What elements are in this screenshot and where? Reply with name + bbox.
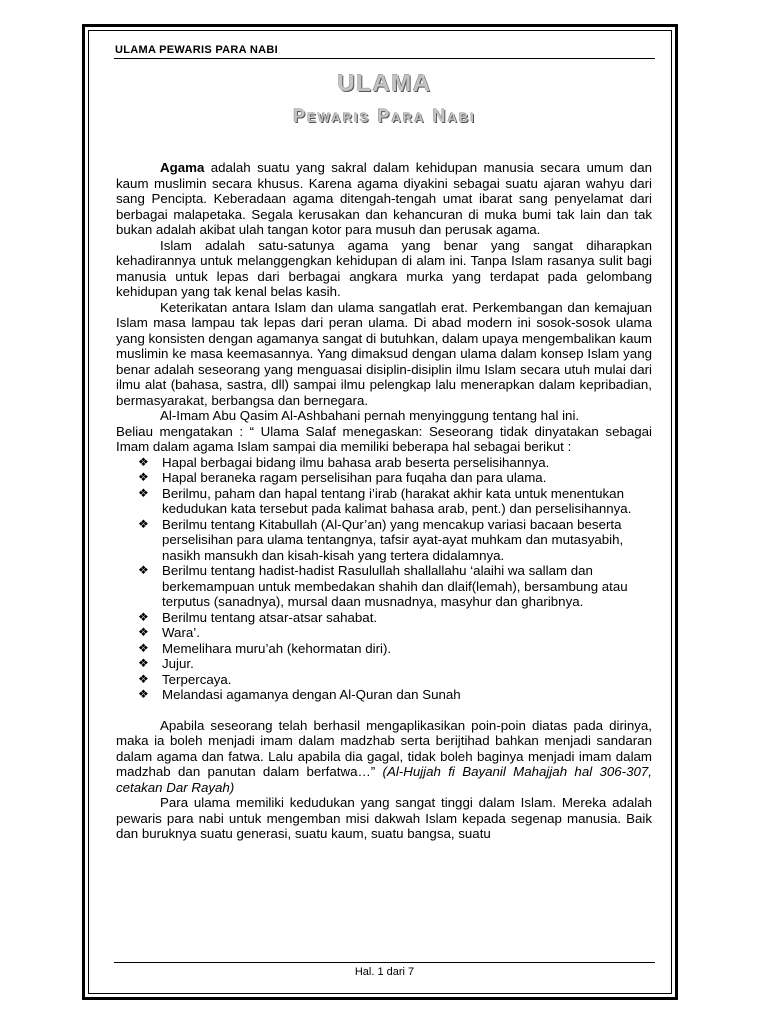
requirement-list — [116, 455, 652, 703]
paragraph-2: Islam adalah satu-satunya agama yang benar yang sangat diharapkan kehadirannya untuk melanggengkan kehidupan di alam ini. Tanpa Islam rasanya sulit bagi manusia untuk lepas dari berbagai angkara murka yang terdapat pada gelombang kehidupan yang tak kenal belas kasih. — [116, 237, 652, 299]
bullet-icon: ❖ — [138, 485, 149, 500]
header-rule — [114, 58, 655, 59]
bullet-icon: ❖ — [138, 563, 149, 577]
page-subtitle: Pewaris Para Nabi — [293, 106, 476, 126]
bullet-icon: ❖ — [138, 671, 149, 686]
bullet-icon: ❖ — [138, 687, 149, 701]
list-item: ❖ Wara’. — [138, 625, 200, 640]
bullet-icon: ❖ — [138, 516, 149, 531]
running-header: ULAMA PEWARIS PARA NABI — [115, 44, 278, 56]
list-item: ❖ Melandasi agamanya dengan Al-Quran dan Sunah — [138, 687, 461, 702]
lead-word: Agama — [160, 160, 205, 175]
page-title: ULAMA — [337, 70, 432, 97]
list-item: ❖ Berilmu tentang atsar-atsar sahabat. — [138, 609, 378, 625]
footer-rule — [114, 962, 655, 963]
bullet-icon: ❖ — [138, 470, 149, 484]
list-item: ❖ Berilmu, paham dan hapal tentang i’irab (harakat akhir kata untuk menentukan kedudukan kata tersebut pada kalimat bahasa arab, pent.) dan perselisihannya. — [138, 485, 632, 516]
list-item: ❖ Terpercaya. — [138, 671, 232, 687]
bullet-icon: ❖ — [138, 454, 149, 469]
document-body — [116, 160, 652, 842]
list-item: ❖ Berilmu tentang hadist-hadist Rasulullah shallallahu ‘alaihi wa sallam dan berkemampuan untuk membedakan shahih dan dlaif(lemah), bersambung atau terputus (sanadnya), mursal daan musnadnya, masyhur dan gharibnya. — [138, 563, 628, 609]
citation: (Al-Hujjah fi Bayanil Mahajjah hal 306-307, cetakan Dar Rayah) — [116, 764, 652, 795]
list-item: ❖ Berilmu tentang Kitabullah (Al-Qur’an) yang mencakup variasi bacaan beserta perselisihan para ulama tentangnya, tafsir ayat-ayat muhkam dan mutasyabih, nasikh mansukh dan kisah-kisah yang tertera didalamnya. — [138, 516, 624, 563]
page-number: Hal. 1 dari 7 — [354, 966, 415, 978]
bullet-icon: ❖ — [138, 656, 149, 670]
bullet-icon: ❖ — [138, 625, 149, 639]
paragraph-4: Al-Imam Abu Qasim Al-Ashbahani pernah menyinggung tentang hal ini. — [160, 408, 580, 423]
list-item: ❖ Hapal beraneka ragam perselisihan para fuqaha dan para ulama. — [138, 470, 547, 485]
bullet-icon: ❖ — [138, 609, 149, 624]
bullet-icon: ❖ — [138, 640, 149, 655]
paragraph-1: Agama adalah suatu yang sakral dalam kehidupan manusia secara umum dan kaum muslimin secara khusus. Karena agama diyakini sebagai suatu ajaran wahyu dari sang Pencipta. Keberadaan agama ditengah-tengah umat ibarat sang penyelamat dari berbagai malapetaka. Segala kerusakan dan kehancuran di muka bumi tak lain dan tak bukan adalah akibat ulah tangan kotor para musuh dan perusak agama. — [116, 160, 652, 237]
paragraph-3: Keterikatan antara Islam dan ulama sangatlah erat. Perkembangan dan kemajuan Islam masa lampau tak lepas dari peran ulama. Di abad modern ini sosok-sosok ulama yang konsisten dengan agamanya sangat di butuhkan, dalam upaya mengembalikan kaum muslimin ke masa keemasannya. Yang dimaksud dengan ulama dalam konsep Islam yang benar adalah seseorang yang menguasai disiplin-disiplin ilmu Islam secara utuh mulai dari ilmu alat (bahasa, sastra, dll) sampai ilmu pelengkap lalu menerapkan dalam kepribadian, bermasyarakat, berbangsa dan bernegara. — [116, 299, 652, 408]
paragraph-5: Beliau mengatakan : “ Ulama Salaf menegaskan: Seseorang tidak dinyatakan sebagai Imam dalam agama Islam sampai dia memiliki beberapa hal sebagai berikut : — [116, 423, 652, 454]
paragraph-7: Para ulama memiliki kedudukan yang sangat tinggi dalam Islam. Mereka adalah pewaris para nabi untuk mengemban misi dakwah Islam kepada segenap manusia. Baik dan buruknya suatu generasi, suatu kaum, suatu bangsa, suatu — [116, 795, 652, 841]
list-item: ❖ Jujur. — [138, 656, 194, 671]
list-item: ❖ Memelihara muru’ah (kehormatan diri). — [138, 640, 392, 656]
list-item: ❖ Hapal berbagai bidang ilmu bahasa arab beserta perselisihannya. — [138, 454, 550, 470]
paragraph-6: Apabila seseorang telah berhasil mengaplikasikan poin-poin diatas pada dirinya, maka ia boleh menjadi imam dalam madzhab serta berijtihad bahkan menjadi sandaran dalam agama dan fatwa. Lalu apabila dia gagal, tidak boleh baginya menjadi imam dalam madzhab dan panutan dalam berfatwa…” (Al-Hujjah fi Bayanil Mahajjah hal 306-307, cetakan Dar Rayah) — [116, 717, 652, 795]
